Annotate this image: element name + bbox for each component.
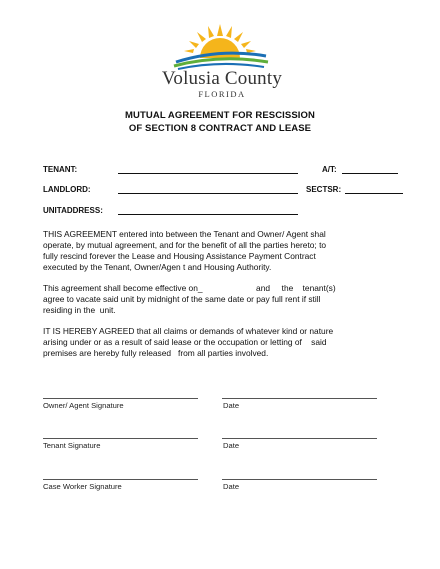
case-worker-signature-line[interactable] [43, 479, 198, 480]
case-worker-date-label: Date [223, 482, 240, 491]
effective-date-paragraph: This agreement shall become effective on_ and the tenant(s) agree to vacate said unit by midnight of the same date or pay full rent if still residing in the unit. [43, 283, 336, 315]
document-title-line1: MUTUAL AGREEMENT FOR RESCISSION [125, 110, 315, 121]
county-logo [150, 22, 290, 102]
tenant-signature-line[interactable] [43, 438, 198, 439]
tenant-label: TENANT: [43, 165, 78, 174]
unit-address-label: UNITADDRESS: [43, 206, 103, 215]
agreement-paragraph: THIS AGREEMENT entered into between the Tenant and Owner/ Agent shal operate, by mutual agreement, and for the benefit of all the parties hereto; to fully rescind forever the Lease and Housing Assistance Payment Contract executed by the Tenant, Owner/Agen t and Housing Authority. [43, 229, 327, 272]
sun-logo-icon [150, 22, 290, 72]
logo-state-name: FLORIDA [198, 89, 246, 99]
case-worker-signature-label: Case Worker Signature [43, 482, 122, 491]
sectsr-field-line[interactable] [345, 193, 403, 194]
case-worker-date-line[interactable] [222, 479, 377, 480]
landlord-field-line[interactable] [118, 193, 298, 194]
owner-agent-date-label: Date [223, 401, 240, 410]
landlord-label: LANDLORD: [43, 185, 91, 194]
release-paragraph: IT IS HEREBY AGREED that all claims or demands of whatever kind or nature arising under or as a result of said lease or the occupation or letting of said premises are hereby fully released from all parties involved. [43, 326, 334, 358]
tenant-date-label: Date [223, 441, 240, 450]
owner-agent-signature-line[interactable] [43, 398, 198, 399]
at-label: A/T: [322, 165, 337, 174]
tenant-field-line[interactable] [118, 173, 298, 174]
owner-agent-date-line[interactable] [222, 398, 377, 399]
logo-county-name: Volusia County [161, 68, 283, 89]
owner-agent-signature-label: Owner/ Agent Signature [43, 401, 124, 410]
tenant-signature-label: Tenant Signature [43, 441, 101, 450]
unit-address-field-line[interactable] [118, 214, 298, 215]
document-title-line2: OF SECTION 8 CONTRACT AND LEASE [128, 123, 312, 134]
sectsr-label: SECTSR: [306, 185, 342, 194]
at-field-line[interactable] [342, 173, 398, 174]
tenant-date-line[interactable] [222, 438, 377, 439]
